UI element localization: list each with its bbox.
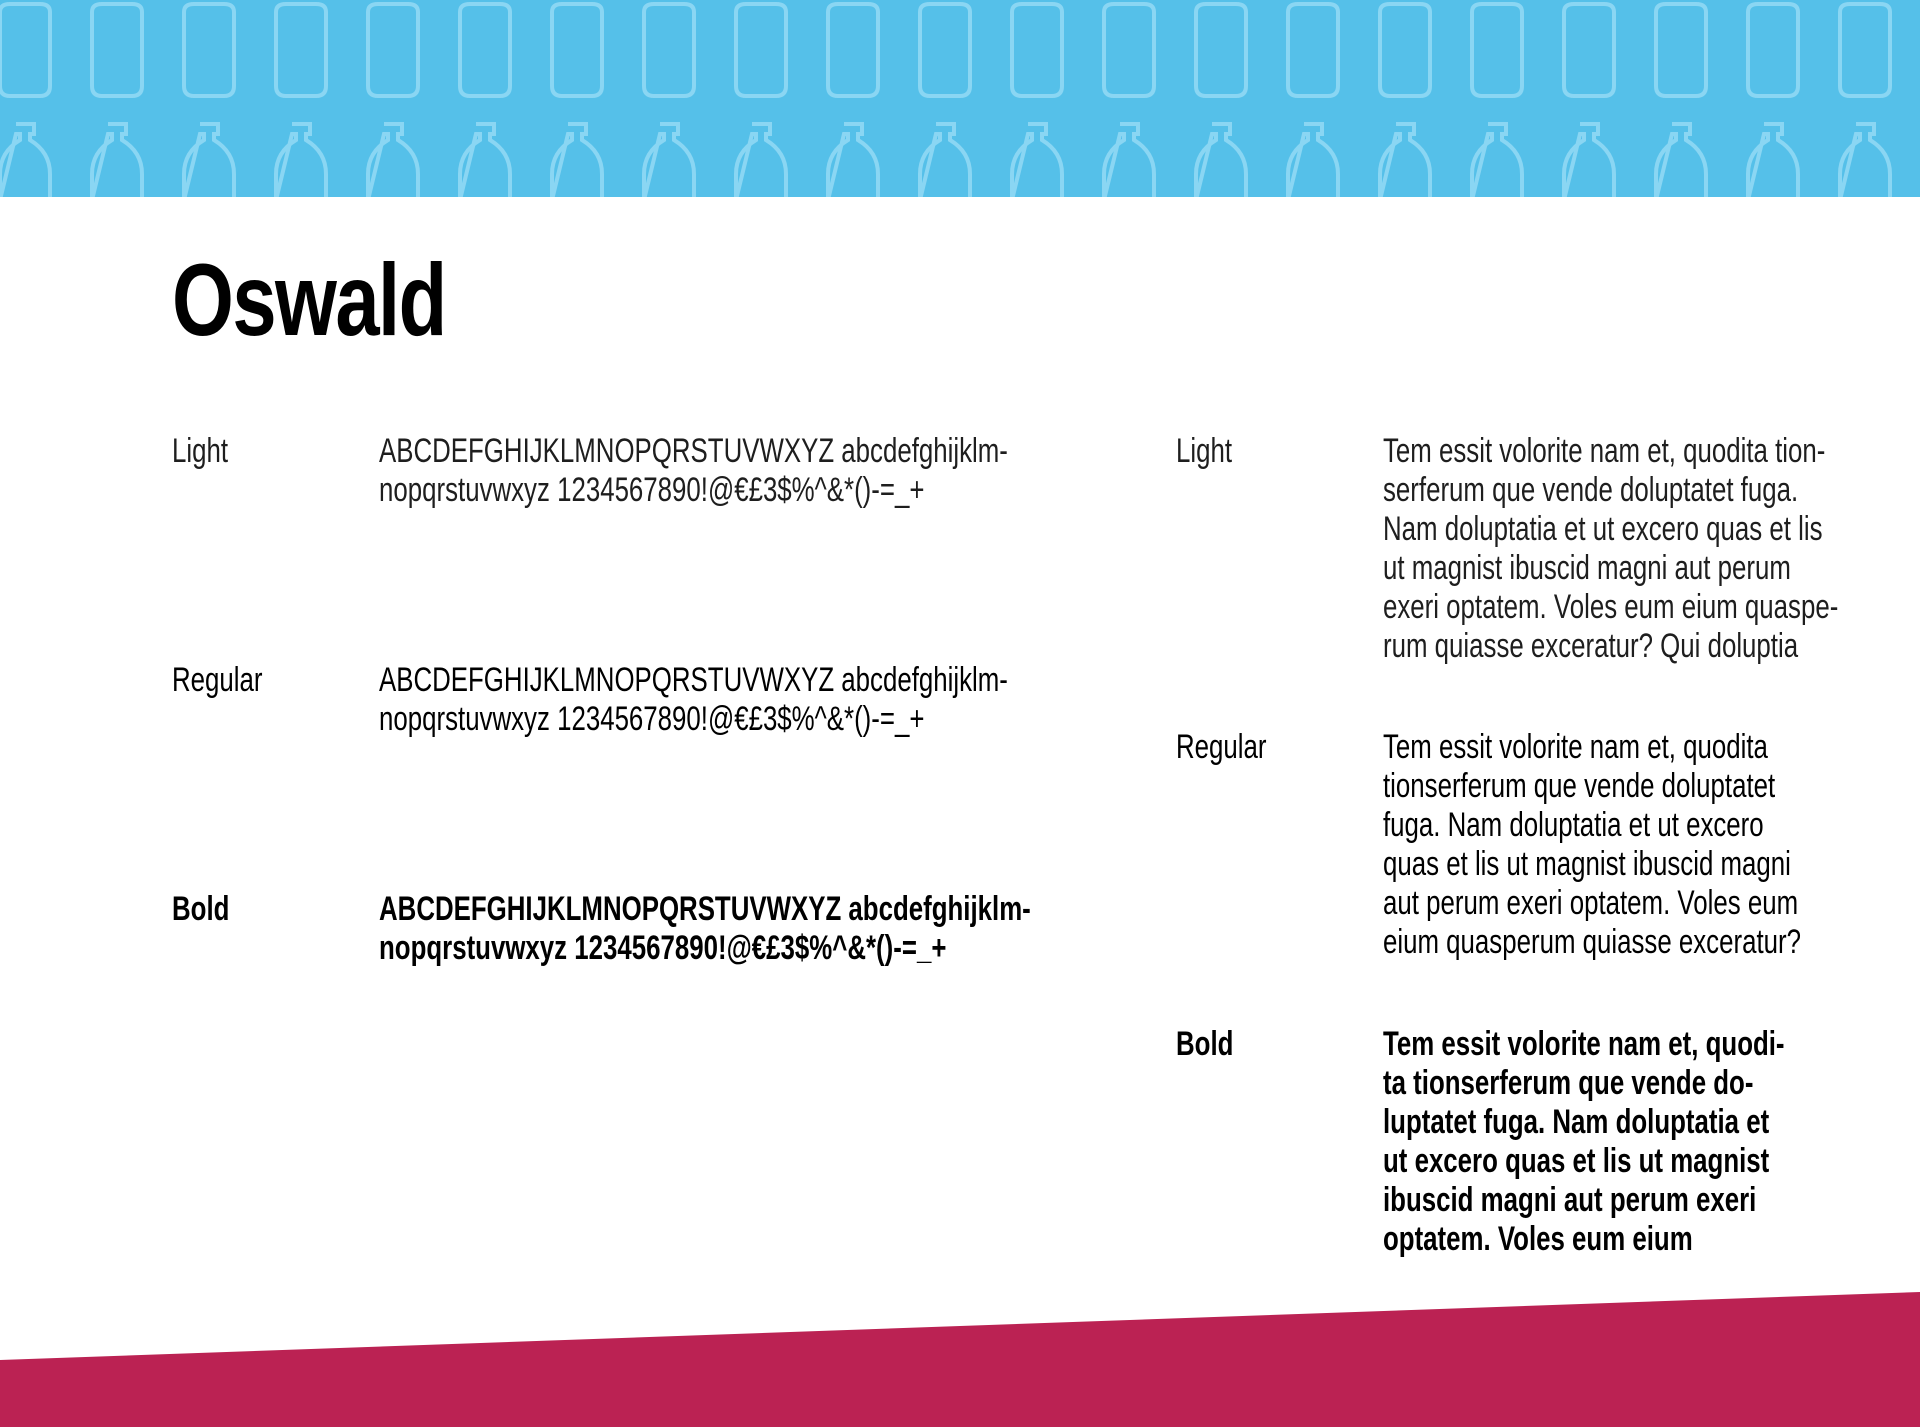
sample-line: nopqrstuvwxyz 1234567890!@€£3$%^&*()-=_+: [379, 700, 925, 738]
para-line: aut perum exeri optatem. Voles eum: [1383, 884, 1799, 922]
sample-line: nopqrstuvwxyz 1234567890!@€£3$%^&*()-=_+: [379, 471, 925, 509]
para-line: Tem essit volorite nam et, quodita: [1383, 728, 1768, 766]
para-line: tionserferum que vende doluptatet: [1383, 767, 1776, 805]
alphabet-sample-regular: [379, 661, 1008, 739]
para-line: Tem essit volorite nam et, quodi-: [1383, 1025, 1785, 1063]
alphabet-label-light: Light: [172, 432, 229, 470]
para-line: serferum que vende doluptatet fuga.: [1383, 471, 1799, 509]
paragraph-sample-regular: [1383, 728, 1801, 962]
sample-line: ABCDEFGHIJKLMNOPQRSTUVWXYZ abcdefghijklm-: [379, 661, 1008, 699]
paragraph-sample-light: [1383, 432, 1838, 666]
paragraph-label-bold: Bold: [1176, 1025, 1234, 1063]
para-line: exeri optatem. Voles eum eium quaspe-: [1383, 588, 1839, 626]
para-line: ut magnist ibuscid magni aut perum: [1383, 549, 1791, 587]
sample-line: ABCDEFGHIJKLMNOPQRSTUVWXYZ abcdefghijklm-: [379, 890, 1031, 928]
paragraph-sample-bold: [1383, 1025, 1785, 1259]
alphabet-sample-bold: [379, 890, 1031, 968]
paragraph-label-regular: Regular: [1176, 728, 1267, 766]
paragraph-label-light: Light: [1176, 432, 1233, 470]
alphabet-label-regular: Regular: [172, 661, 263, 699]
para-line: ta tionserferum que vende do-: [1383, 1064, 1754, 1102]
para-line: ibuscid magni aut perum exeri: [1383, 1181, 1757, 1219]
para-line: Tem essit volorite nam et, quodita tion-: [1383, 432, 1826, 470]
para-line: fuga. Nam doluptatia et ut excero: [1383, 806, 1764, 844]
header-banner: [0, 0, 1920, 197]
alphabet-sample-light: [379, 432, 1008, 510]
para-line: optatem. Voles eum eium: [1383, 1220, 1693, 1258]
para-line: luptatet fuga. Nam doluptatia et: [1383, 1103, 1770, 1141]
para-line: Nam doluptatia et ut excero quas et lis: [1383, 510, 1823, 548]
sample-line: nopqrstuvwxyz 1234567890!@€£3$%^&*()-=_+: [379, 929, 947, 967]
footer-band: [0, 1285, 1920, 1427]
alphabet-label-bold: Bold: [172, 890, 230, 928]
para-line: eium quasperum quiasse exceratur?: [1383, 923, 1801, 961]
para-line: quas et lis ut magnist ibuscid magni: [1383, 845, 1791, 883]
para-line: ut excero quas et lis ut magnist: [1383, 1142, 1770, 1180]
para-line: rum quiasse exceratur? Qui doluptia: [1383, 627, 1799, 665]
sample-line: ABCDEFGHIJKLMNOPQRSTUVWXYZ abcdefghijklm-: [379, 432, 1008, 470]
page-title: Oswald: [172, 243, 446, 357]
